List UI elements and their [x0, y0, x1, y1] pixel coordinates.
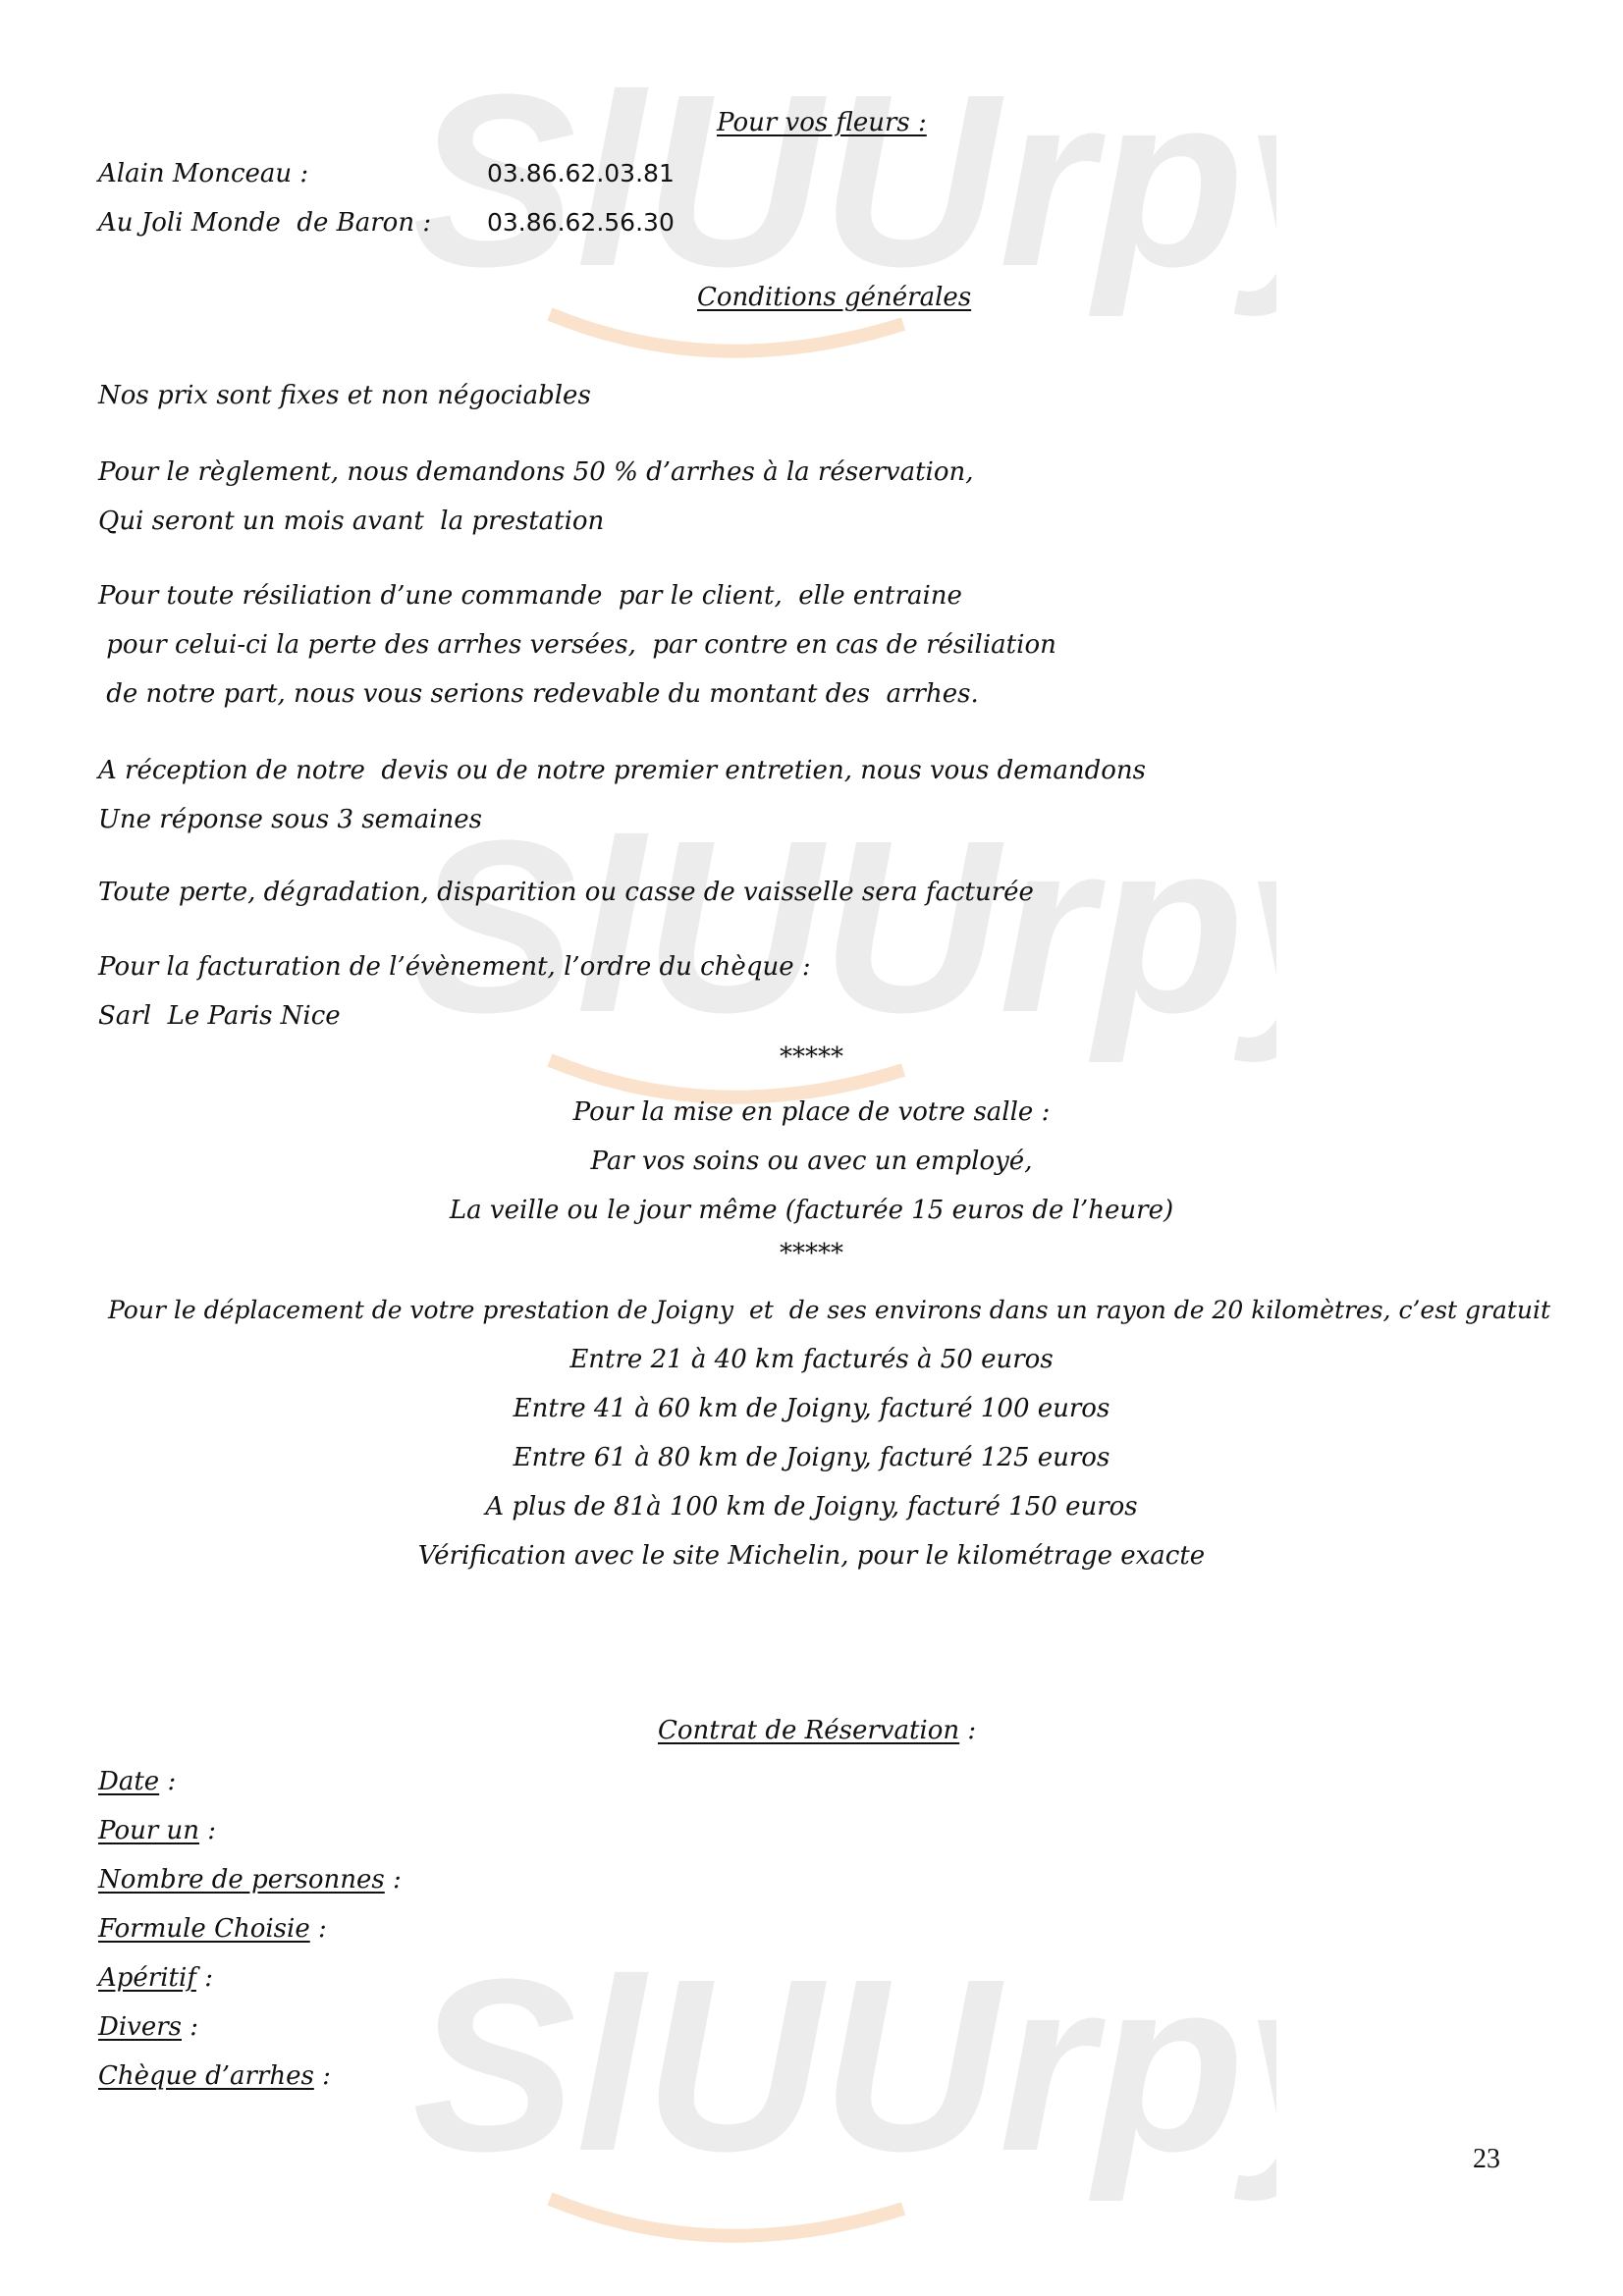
- condition-line: A réception de notre devis ou de notre premier entretien, nous vous demandons: [98, 756, 1146, 785]
- field-colon: :: [309, 1914, 327, 1944]
- condition-line: Sarl Le Paris Nice: [98, 1001, 341, 1031]
- contract-title-row: [658, 1714, 976, 1747]
- field-colon: :: [313, 2061, 331, 2091]
- condition-line: Pour toute résiliation d’une commande par le client, elle entraine: [98, 581, 962, 611]
- setup-line: Par vos soins ou avec un employé,: [590, 1147, 1033, 1176]
- travel-line: Pour le déplacement de votre prestation de Joigny et de ses environs dans un rayon de 20 kilomètres, c’est gratuit: [108, 1296, 1551, 1324]
- field-label: Formule Choisie: [98, 1914, 310, 1944]
- condition-line: Une réponse sous 3 semaines: [98, 805, 482, 834]
- field-colon: :: [195, 1963, 213, 1993]
- contract-field: [98, 1814, 216, 1847]
- condition-line: Pour la facturation de l’évènement, l’ordre du chèque :: [98, 952, 811, 982]
- condition-line: Nos prix sont fixes et non négociables: [98, 381, 591, 410]
- contract-title: Contrat de Réservation: [658, 1716, 960, 1745]
- travel-line: Entre 61 à 80 km de Joigny, facturé 125 euros: [513, 1443, 1110, 1472]
- watermark-text: SlUUrp: [412, 1928, 1245, 2202]
- watermark-text: SlUUrp: [412, 43, 1245, 317]
- conditions-title: Conditions générales: [697, 283, 972, 312]
- condition-line: Pour le règlement, nous demandons 50 % d’arrhes à la réservation,: [98, 457, 974, 487]
- condition-line: Toute perte, dégradation, disparition ou casse de vaisselle sera facturée: [98, 878, 1034, 907]
- travel-line: Entre 21 à 40 km facturés à 50 euros: [569, 1345, 1054, 1374]
- contract-field: [98, 1912, 327, 1946]
- contract-field: [98, 2010, 198, 2044]
- field-label: Pour un: [98, 1816, 200, 1845]
- field-label: Date: [98, 1767, 160, 1796]
- field-label: Divers: [98, 2012, 183, 2042]
- field-label: Nombre de personnes: [98, 1865, 385, 1895]
- field-colon: :: [199, 1816, 217, 1845]
- contract-field: [98, 1863, 402, 1896]
- separator: *****: [780, 1042, 843, 1072]
- florist-name: Au Joli Monde de Baron :: [98, 208, 432, 238]
- field-colon: :: [182, 2012, 199, 2042]
- contract-field: [98, 2059, 331, 2093]
- field-label: Apéritif: [98, 1963, 196, 1993]
- florist-name: Alain Monceau :: [98, 159, 309, 188]
- travel-line: Entre 41 à 60 km de Joigny, facturé 100 euros: [513, 1394, 1110, 1423]
- flowers-title: Pour vos fleurs :: [717, 108, 927, 137]
- setup-line: Pour la mise en place de votre salle :: [572, 1097, 1051, 1127]
- watermark-text: SlUUrp: [412, 789, 1245, 1063]
- field-colon: :: [384, 1865, 402, 1895]
- condition-line: Qui seront un mois avant la prestation: [98, 507, 605, 536]
- contract-field: [98, 1961, 213, 1995]
- field-colon: :: [159, 1767, 177, 1796]
- condition-line: pour celui-ci la perte des arrhes versées, par contre en cas de résiliation: [98, 630, 1056, 660]
- florist-phone: 03.86.62.56.30: [487, 208, 675, 237]
- condition-line: de notre part, nous vous serions redevable du montant des arrhes.: [98, 679, 979, 709]
- page-number: 23: [1473, 2144, 1500, 2174]
- travel-line: Vérification avec le site Michelin, pour le kilométrage exacte: [417, 1541, 1206, 1571]
- contract-title-suffix: :: [959, 1716, 977, 1745]
- field-label: Chèque d’arrhes: [98, 2061, 314, 2091]
- contract-field: [98, 1765, 176, 1798]
- travel-line: A plus de 81à 100 km de Joigny, facturé 150 euros: [485, 1492, 1138, 1522]
- separator: *****: [780, 1239, 843, 1268]
- watermark-logo: [393, 1924, 1276, 2258]
- florist-phone: 03.86.62.03.81: [487, 159, 675, 187]
- setup-line: La veille ou le jour même (facturée 15 euros de l’heure): [449, 1196, 1174, 1225]
